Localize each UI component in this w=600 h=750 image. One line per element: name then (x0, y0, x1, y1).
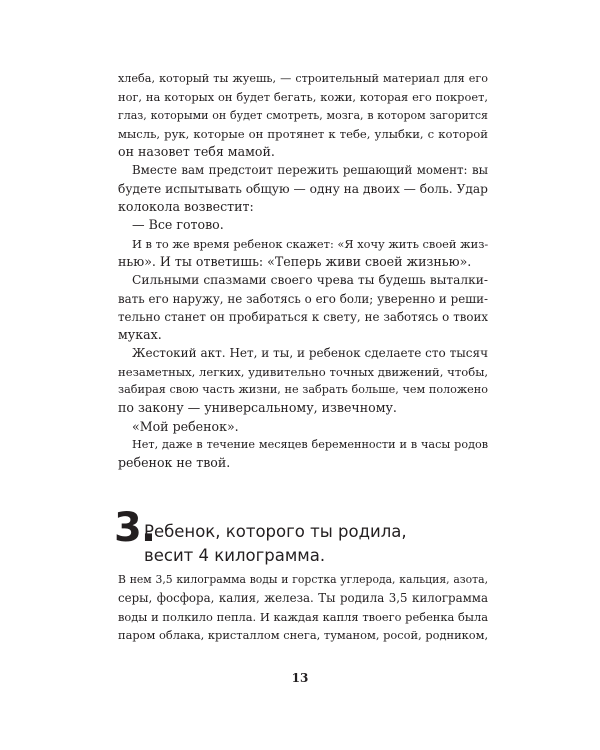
text-line: И в то же время ребенок скажет: «Я хочу жить своей жиз- (132, 236, 488, 251)
chapter-title-line: весит 4 килограмма. (144, 546, 326, 565)
text-line: Сильными спазмами своего чрева ты будешь выталки- (132, 273, 488, 288)
text-line: В нем 3,5 килограмма воды и горстка углерода, кальция, азота, (118, 573, 488, 586)
text-line: колокола возвестит: (118, 199, 254, 215)
text-line: вать его наружу, не заботясь о его боли; уверенно и реши- (118, 291, 488, 306)
body-text (118, 70, 488, 473)
text-line: ребенок не твой. (118, 455, 231, 471)
text-line: паром облака, кристаллом снега, туманом, росой, родником, (118, 627, 488, 642)
text-line: Жестокий акт. Нет, и ты, и ребенок сделаете сто тысяч (132, 346, 488, 361)
text-line: будете испытывать общую — одну на двоих — боль. Удар (118, 181, 488, 196)
text-line: Вместе вам предстоит пережить решающий момент: вы (132, 163, 488, 178)
page-number: 13 (291, 671, 309, 685)
text-line: по закону — универсальному, извечному. (118, 400, 397, 416)
text-line: мысль, рук, которые он протянет к тебе, улыбки, с которой (118, 126, 488, 141)
text-line: серы, фосфора, калия, железа. Ты родила 3,5 килограмма (118, 591, 488, 606)
text-line: — Все готово. (132, 217, 224, 233)
text-line: он назовет тебя мамой. (118, 144, 275, 160)
text-line: незаметных, легких, удивительно точных движений, чтобы, (118, 364, 488, 379)
chapter-body-text (118, 571, 488, 644)
text-line: тельно станет он пробираться к свету, не заботясь о твоих (118, 309, 488, 324)
text-line: хлеба, который ты жуешь, — строительный материал для его (118, 72, 488, 85)
text-line: забирая свою часть жизни, не забрать больше, чем положено (118, 383, 488, 397)
text-line: ног, на которых он будет бегать, кожи, которая его покроет, (118, 90, 488, 105)
chapter-number: 3. (114, 505, 156, 551)
text-line: Нет, даже в течение месяцев беременности и в часы родов (132, 437, 488, 451)
chapter-title (144, 520, 407, 568)
text-line: нью». И ты ответишь: «Теперь живи своей жизнью». (118, 253, 472, 269)
text-line: глаз, которыми он будет смотреть, мозга, в котором загорится (118, 108, 488, 122)
text-line: муках. (118, 327, 162, 343)
text-line: «Мой ребенок». (132, 418, 239, 434)
text-line: воды и полкило пепла. И каждая капля твоего ребенка была (118, 609, 488, 624)
chapter-title-line: Ребенок, которого ты родила, (144, 522, 407, 541)
